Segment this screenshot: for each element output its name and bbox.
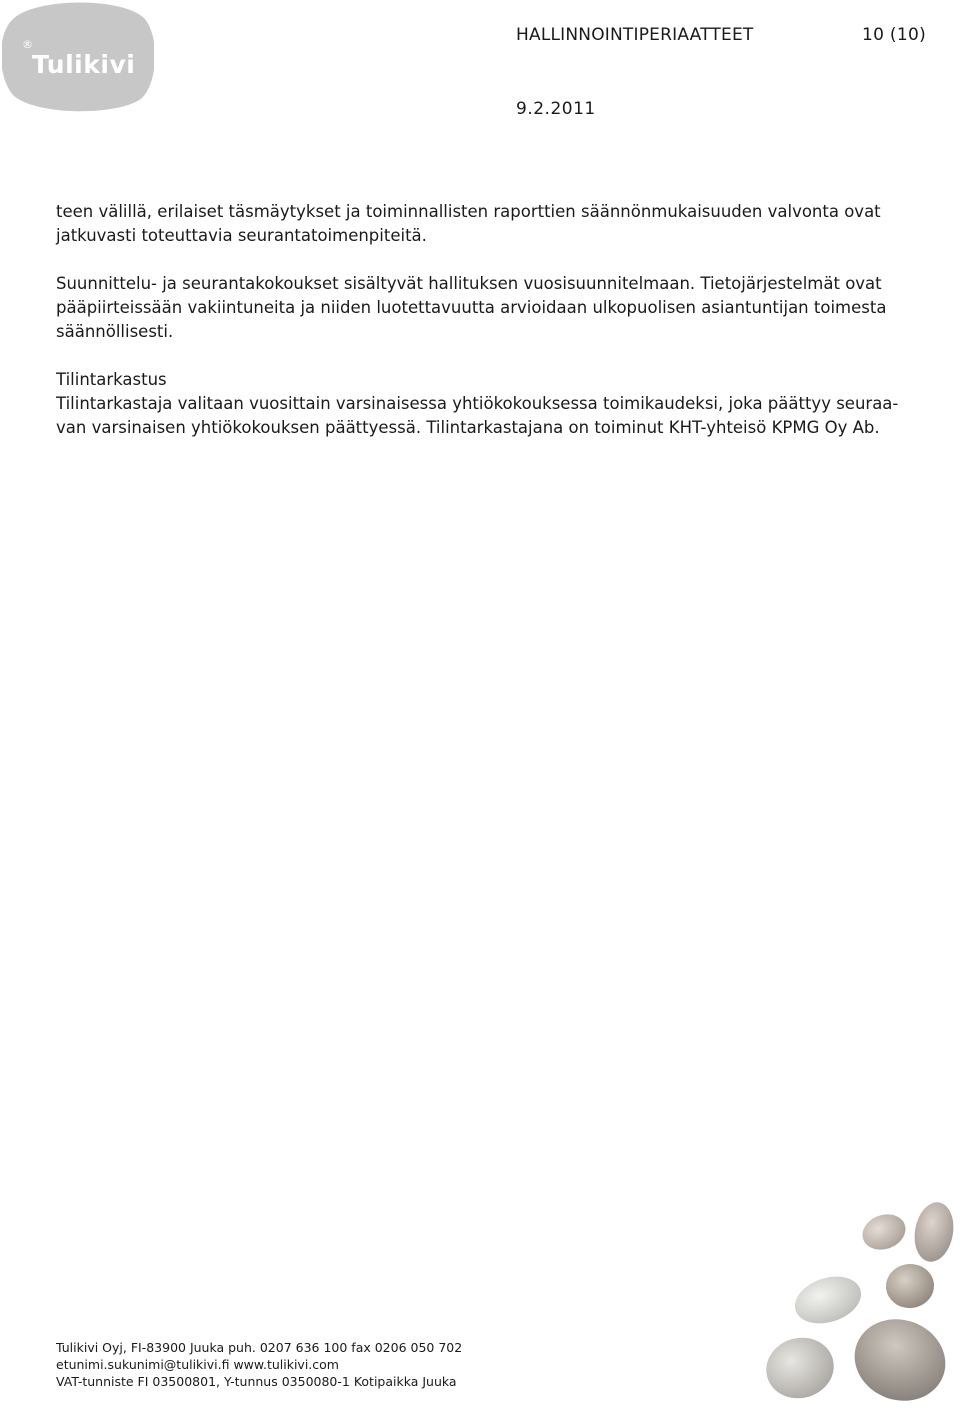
paragraph-line: Tilintarkastaja valitaan vuosittain varsinaisessa yhtiökokouksessa toimikaudeksi, joka päättyy seuraa- xyxy=(56,394,899,413)
section-heading: Tilintarkastus xyxy=(56,370,167,389)
paragraph-line: jatkuvasti toteuttavia seurantatoimenpiteitä. xyxy=(56,226,427,245)
document-body xyxy=(56,200,926,440)
stones-image xyxy=(760,1190,960,1412)
page-number: 10 (10) xyxy=(862,25,927,45)
paragraph-line: teen välillä, erilaiset täsmäytykset ja toiminnallisten raporttien säännönmukaisuuden valvonta ovat xyxy=(56,202,881,221)
footer xyxy=(56,1339,556,1390)
logo-text: Tulikivi xyxy=(32,50,136,79)
paragraph-line: Suunnittelu- ja seurantakokoukset sisältyvät hallituksen vuosisuunnitelmaan. Tietojärjestelmät ovat xyxy=(56,274,882,293)
tulikivi-logo xyxy=(2,2,154,112)
footer-address: Tulikivi Oyj, FI-83900 Juuka puh. 0207 636 100 fax 0206 050 702 xyxy=(56,1340,463,1355)
document-title: HALLINNOINTIPERIAATTEET xyxy=(516,25,754,45)
registered-mark: ® xyxy=(22,38,33,51)
paragraph-line: pääpiirteissään vakiintuneita ja niiden luotettavuutta arvioidaan ulkopuolisen asiantuntijan toimesta xyxy=(56,298,887,317)
paragraph-line: säännöllisesti. xyxy=(56,322,174,341)
paragraph-line: van varsinaisen yhtiökokouksen päättyessä. Tilintarkastajana on toiminut KHT-yhteisö KPMG Oy Ab. xyxy=(56,418,880,437)
footer-registration: VAT-tunniste FI 03500801, Y-tunnus 0350080-1 Kotipaikka Juuka xyxy=(56,1374,457,1389)
stones-decoration xyxy=(760,1190,960,1412)
footer-contact: etunimi.sukunimi@tulikivi.fi www.tulikivi.com xyxy=(56,1357,339,1372)
document-date: 9.2.2011 xyxy=(516,99,596,119)
